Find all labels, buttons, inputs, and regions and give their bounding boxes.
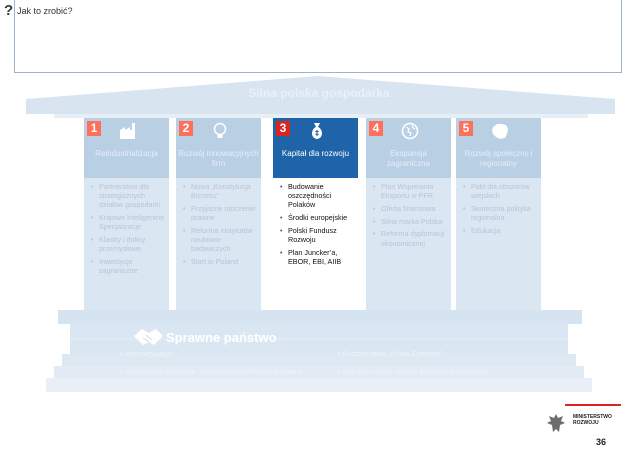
- pillar-list: [280, 182, 355, 270]
- question-mark-icon: ?: [4, 2, 14, 19]
- list-item: • Budowanie oszczędności Polaków: [280, 182, 355, 210]
- page-number: 36: [596, 437, 607, 447]
- roof-beam: [26, 102, 615, 114]
- list-item: • Edukacja: [463, 226, 538, 235]
- pillar-innowacyjne-firmy: [176, 118, 261, 310]
- pillar-kapital-dla-rozwoju: [273, 118, 358, 310]
- pillar-base: [58, 310, 582, 324]
- pillar-rozwoj-spoleczny: [456, 118, 541, 310]
- list-item: • Polski Fundusz Rozwoju: [280, 226, 355, 244]
- money-bag-icon: [307, 121, 327, 141]
- pillar-list: [91, 182, 166, 279]
- foundation-title: Sprawne państwo: [166, 330, 277, 345]
- list-item: • Klastry i doliny przemysłowe: [91, 235, 166, 253]
- pillar-reindustrializacja: [84, 118, 169, 310]
- list-item: • Środki europejskie: [280, 213, 355, 222]
- list-item: • Przyjazne otoczenie prawne: [183, 204, 258, 222]
- pillar-list: [183, 182, 258, 270]
- pillar-cap: [273, 118, 358, 178]
- list-item: • Silna marka Polska: [373, 217, 448, 226]
- pillar-ekspansja-zagraniczna: [366, 118, 451, 310]
- pillar-number: 1: [87, 121, 101, 136]
- pillar-list: [373, 182, 448, 251]
- step-bottom: [46, 378, 592, 392]
- slide-title: Jak to zrobić?: [17, 6, 73, 16]
- lightbulb-icon: [210, 121, 230, 141]
- list-item: • Skuteczna polityka regionalna: [463, 204, 538, 222]
- list-item: • Nowa „Konstytucja Biznesu”: [183, 182, 258, 200]
- pillar-number: 2: [179, 121, 193, 136]
- pillar-title: Reindustrializacja: [95, 149, 158, 158]
- foundation-right-line2: • Stabilny i trwały system finansów publicznych: [338, 367, 488, 376]
- pillar-title: Ekspansja zagraniczna: [386, 149, 431, 168]
- pillar-title: Rozwój społeczny i regionalny: [464, 149, 533, 168]
- foundation-left-line1: • Informatyzacja: [120, 349, 172, 358]
- pillar-title: Kapitał dla rozwoju: [281, 149, 350, 158]
- list-item: • Start in Poland: [183, 257, 258, 266]
- pillar-cap: [84, 118, 169, 178]
- foundation-right-line1: • Rozszerzenie „Polski Cyfrowej”: [338, 349, 442, 358]
- list-item: • Plan Juncker’a, EBOR, EBI, AIIB: [280, 248, 355, 266]
- ministry-logo-text: MINISTERSTWO ROZWOJU: [573, 414, 612, 426]
- list-item: • Partnerstwa dla strategicznych działów gospodarki: [91, 182, 166, 210]
- pillar-number: 4: [369, 121, 383, 136]
- pillar-cap: [176, 118, 261, 178]
- roof-title: Silna polska gospodarka: [248, 86, 390, 100]
- pillar-cap: [366, 118, 451, 178]
- list-item: • Inwestycje zagraniczne: [91, 257, 166, 275]
- foundation-left-line2: • Zamówienia publiczne i partnerstwo publiczno-prywatne: [120, 367, 303, 376]
- list-item: • Plan Wspierania Eksportu w PFR: [373, 182, 448, 200]
- pillar-list: [463, 182, 538, 239]
- poland-map-icon: [490, 121, 510, 141]
- list-item: • Reforma dyplomacji ekonomicznej: [373, 229, 448, 247]
- list-item: • Pakt dla obszarów wiejskich: [463, 182, 538, 200]
- list-item: • Krajowe Inteligentne Specjalizacje: [91, 213, 166, 231]
- factory-icon: [118, 121, 138, 141]
- list-item: • Reforma instytutów naukowo-badawczych: [183, 226, 258, 254]
- pillar-cap: [456, 118, 541, 178]
- pillar-title: Rozwój innowacyjnych firm: [178, 149, 259, 168]
- footer-red-rule: [565, 404, 621, 406]
- list-item: • Oferta finansowa: [373, 204, 448, 213]
- pillar-number: 3: [276, 121, 290, 136]
- eagle-emblem-icon: [545, 412, 567, 436]
- pillar-number: 5: [459, 121, 473, 136]
- globe-icon: [400, 121, 420, 141]
